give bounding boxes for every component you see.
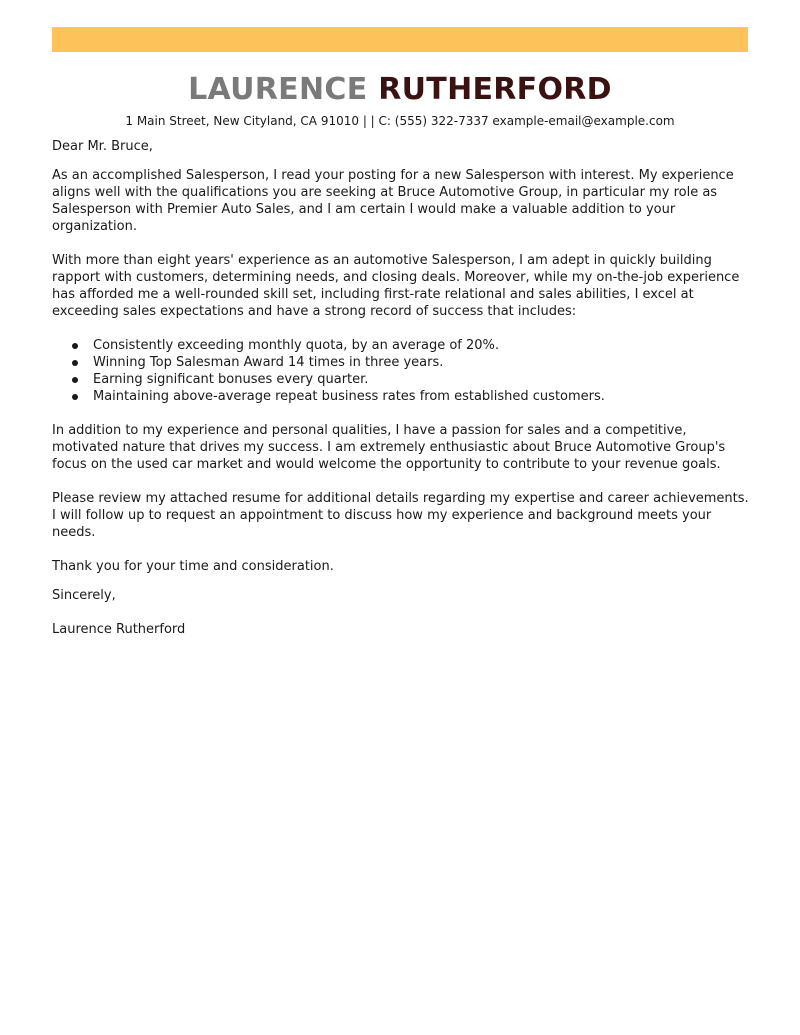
achievement-text: Winning Top Salesman Award 14 times in three years. [93, 355, 444, 370]
achievement-text: Consistently exceeding monthly quota, by an average of 20%. [93, 338, 500, 353]
bullet-icon [72, 343, 78, 349]
closing: Sincerely, [52, 588, 116, 603]
achievement-text: Earning significant bonuses every quarter. [93, 372, 369, 387]
contact-info: 1 Main Street, New Cityland, CA 91010 | | C: (555) 322-7337 example-email@example.com [125, 114, 675, 128]
list-item [93, 371, 752, 388]
achievement-text: Maintaining above-average repeat business rates from established customers. [93, 389, 605, 404]
bullet-icon [72, 394, 78, 400]
paragraph-thanks: Thank you for your time and consideration. [52, 559, 334, 574]
signature-name: Laurence Rutherford [52, 622, 186, 637]
list-item [93, 388, 752, 405]
paragraph-intro: As an accomplished Salesperson, I read your posting for a new Salesperson with interest. My experience aligns well with the qualifications you are seeking at Bruce Automotive Group, in particular my role as Salesperson with Premier Auto Sales, and I am certain I would make a valuable addition to your organization. [52, 168, 734, 234]
list-item [93, 354, 752, 371]
header-accent-bar [52, 27, 748, 52]
first-name: LAURENCE [188, 72, 368, 107]
list-item [93, 337, 752, 354]
salutation: Dear Mr. Bruce, [52, 139, 153, 154]
letter-body [52, 138, 752, 655]
paragraph-follow-up: Please review my attached resume for additional details regarding my expertise and career achievements. I will follow up to request an appointment to discuss how my experience and background meets your needs. [52, 491, 749, 540]
paragraph-passion: In addition to my experience and personal qualities, I have a passion for sales and a competitive, motivated nature that drives my success. I am extremely enthusiastic about Bruce Automotive Group's focus on the used car market and would welcome the opportunity to contribute to your revenue goals. [52, 423, 726, 472]
paragraph-experience: With more than eight years' experience as an automotive Salesperson, I am adept in quickly building rapport with customers, determining needs, and closing deals. Moreover, while my on-the-job experience has afforded me a well-rounded skill set, including first-rate relational and sales abilities, I excel at exceeding sales expectations and have a strong record of success that includes: [52, 253, 740, 319]
achievements-list [52, 337, 752, 405]
bullet-icon [72, 377, 78, 383]
bullet-icon [72, 360, 78, 366]
last-name: RUTHERFORD [378, 72, 612, 107]
applicant-name [0, 70, 800, 110]
